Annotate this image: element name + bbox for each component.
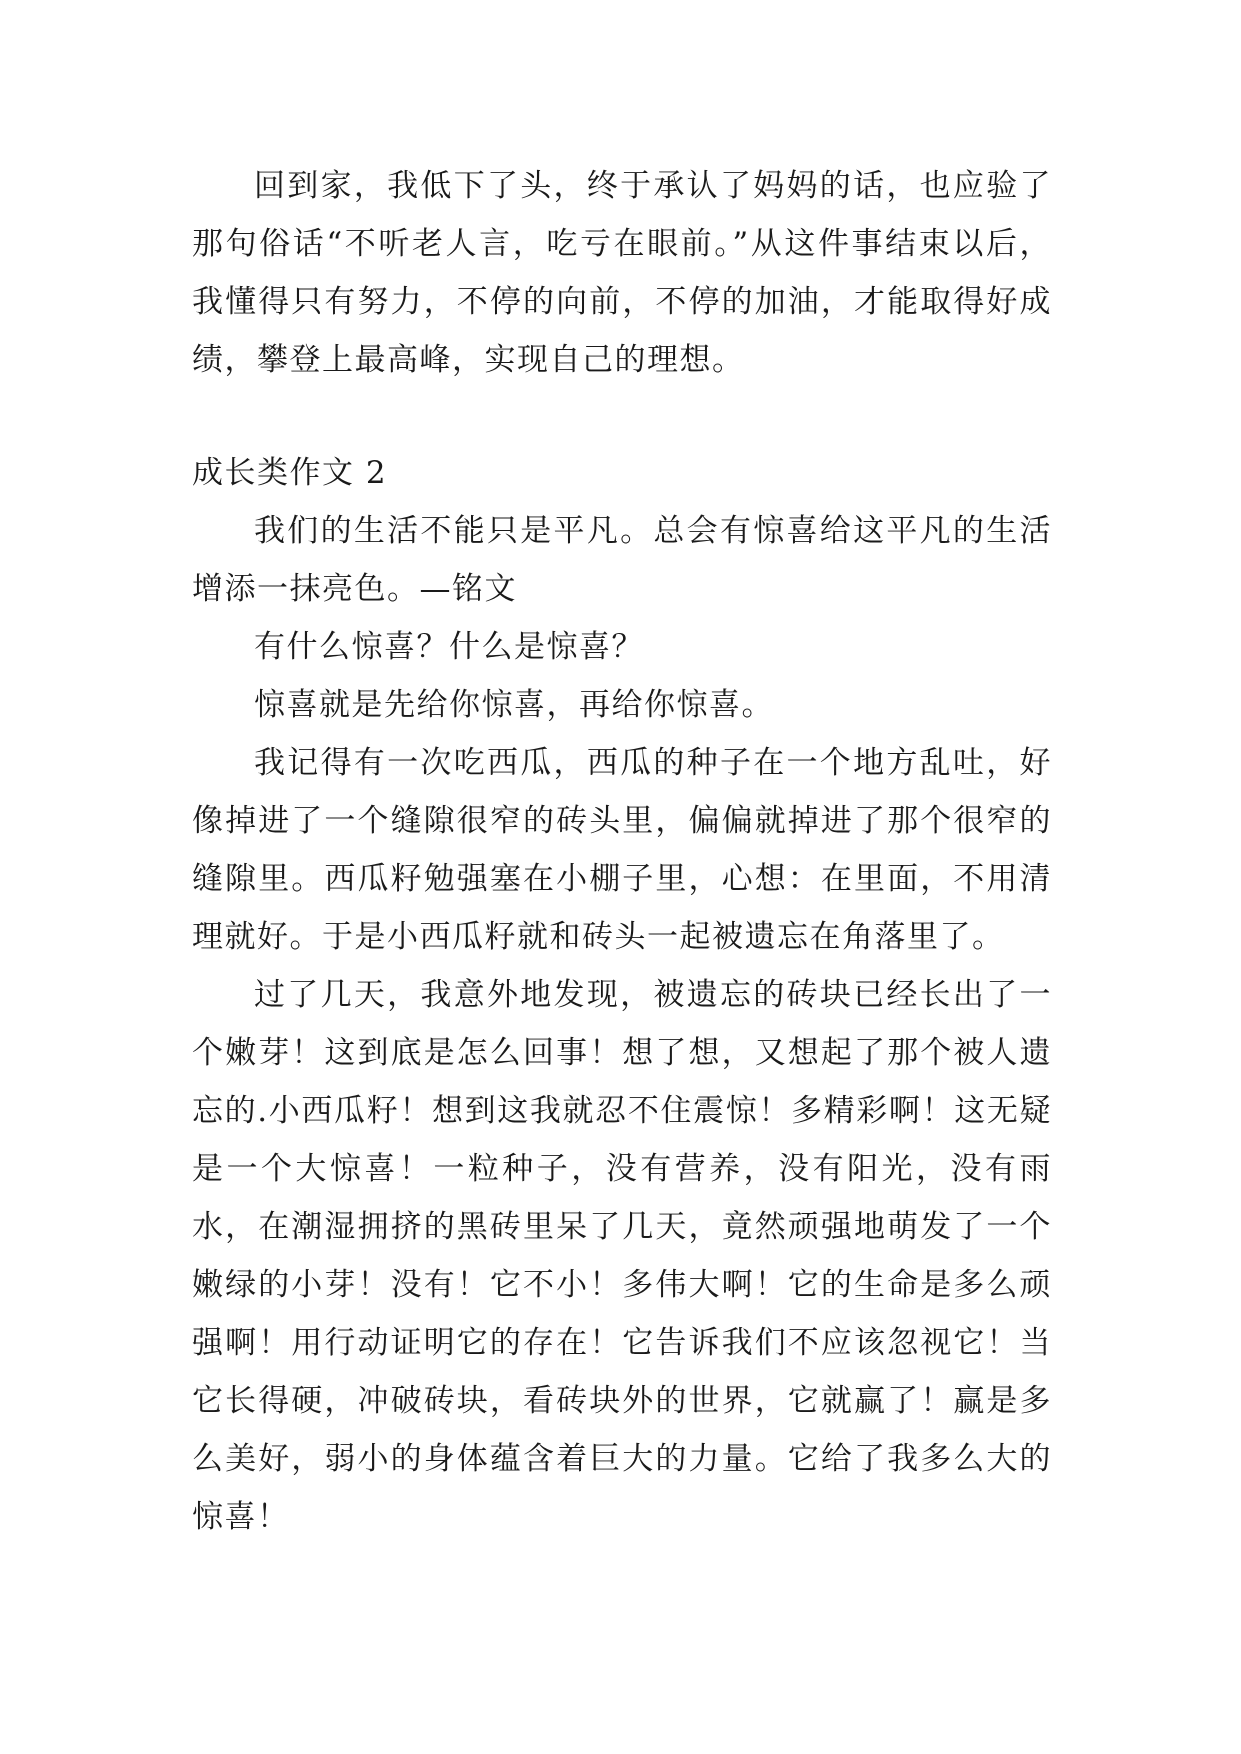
text-block-top [192, 157, 1052, 389]
text-block-essay-2 [192, 444, 1052, 1546]
paragraph-watermelon-seed: 我记得有一次吃西瓜，西瓜的种子在一个地方乱吐，好像掉进了一个缝隙很窄的砖头里，偏偏就掉进了那个很窄的缝隙里。西瓜籽勉强塞在小棚子里，心想：在里面，不用清理就好。于是小西瓜籽就和砖头一起被遗忘在角落里了。 [192, 745, 1052, 955]
paragraph-answer: 惊喜就是先给你惊喜，再给你惊喜。 [254, 687, 774, 723]
paragraph-conclusion: 回到家，我低下了头，终于承认了妈妈的话，也应验了那句俗话“不听老人言，吃亏在眼前。”从这件事结束以后，我懂得只有努力，不停的向前，不停的加油，才能取得好成绩，攀登上最高峰，实现自己的理想。 [192, 168, 1052, 378]
paragraph-question: 有什么惊喜？什么是惊喜？ [254, 629, 644, 665]
paragraph-sprout: 过了几天，我意外地发现，被遗忘的砖块已经长出了一个嫩芽！这到底是怎么回事！想了想，又想起了那个被人遗忘的.小西瓜籽！想到这我就忍不住震惊！多精彩啊！这无疑是一个大惊喜！一粒种子，没有营养，没有阳光，没有雨水，在潮湿拥挤的黑砖里呆了几天，竟然顽强地萌发了一个嫩绿的小芽！没有！它不小！多伟大啊！它的生命是多么顽强啊！用行动证明它的存在！它告诉我们不应该忽视它！当它长得硬，冲破砖块，看砖块外的世界，它就赢了！赢是多么美好，弱小的身体蕴含着巨大的力量。它给了我多么大的惊喜！ [192, 977, 1052, 1535]
paragraph-epigraph: 我们的生活不能只是平凡。总会有惊喜给这平凡的生活增添一抹亮色。—铭文 [192, 513, 1052, 607]
section-title: 成长类作文 2 [192, 455, 388, 491]
